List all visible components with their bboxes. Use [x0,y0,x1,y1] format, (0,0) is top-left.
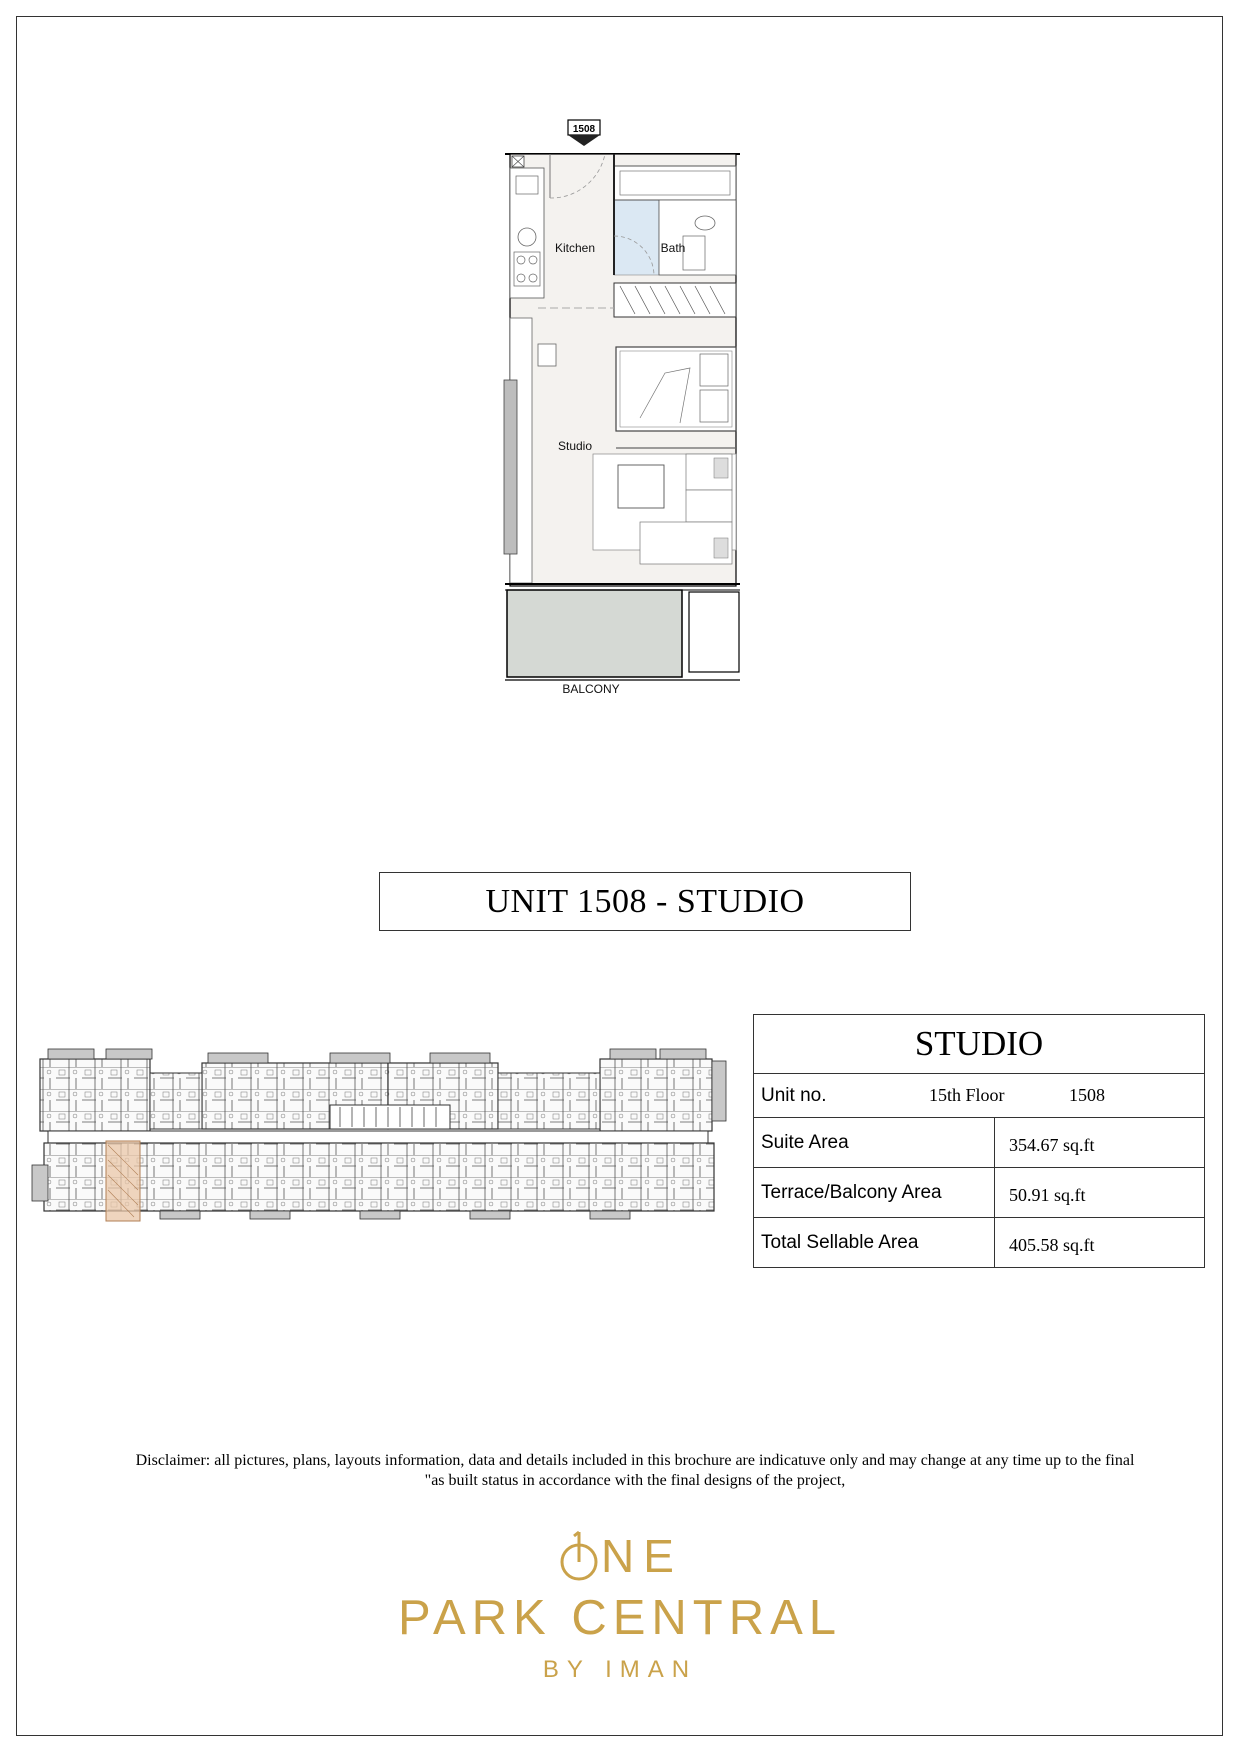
unit-no-value: 1508 [1069,1085,1105,1105]
brand-logo [370,1530,870,1684]
o-key-icon [557,1530,601,1582]
room-label-bath: Bath [660,241,686,255]
suite-area-value: 354.67 sq.ft [995,1118,1205,1168]
total-area-row [754,1218,1205,1268]
unit-floor-plan [490,118,750,748]
floor-key-plan [30,1045,730,1225]
suite-area-label: Suite Area [754,1118,995,1168]
unit-tag-label: 1508 [572,124,596,135]
balcony-area-label: Terrace/Balcony Area [754,1168,995,1218]
unit-tag-marker [568,120,600,146]
room-label-studio: Studio [557,439,593,453]
brand-line-one [370,1530,870,1582]
disclaimer [60,1451,1210,1491]
unit-no-label: Unit no. [761,1084,827,1106]
floor-value: 15th Floor [929,1085,1005,1105]
disclaimer-line-2: "as built status in accordance with the final designs of the project, [424,1472,846,1489]
highlighted-unit [106,1141,140,1221]
suite-area-row [754,1118,1205,1168]
balcony-area-value: 50.91 sq.ft [995,1168,1205,1218]
room-label-balcony: BALCONY [562,682,620,696]
unit-spec-table [753,1014,1205,1268]
brand-line-main: PARK CENTRAL [397,1591,843,1645]
brand-line-sub: BY IMAN [542,1656,698,1683]
disclaimer-line-1: Disclaimer: all pictures, plans, layouts information, data and details included in this brochure are indicatuve only and may change at any time up to the final [135,1452,1135,1469]
total-area-label: Total Sellable Area [754,1218,995,1268]
balcony-area-row [754,1168,1205,1218]
unit-number-row [754,1074,1205,1118]
brand-one-text: NE [601,1530,683,1582]
unit-title-box [379,872,911,931]
unit-title: UNIT 1508 - STUDIO [485,882,805,920]
room-label-kitchen: Kitchen [554,241,596,255]
total-area-value: 405.58 sq.ft [995,1218,1205,1268]
spec-table-heading: STUDIO [754,1015,1205,1074]
